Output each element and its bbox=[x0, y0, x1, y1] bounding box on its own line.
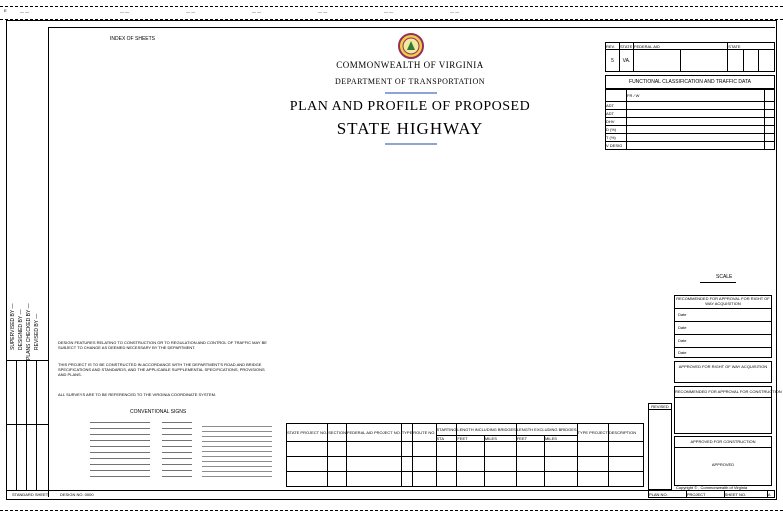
approval-date-1: Date bbox=[675, 322, 771, 335]
corner-mark: E bbox=[4, 8, 7, 13]
top-strip-label: — — bbox=[20, 9, 30, 14]
main-left-border bbox=[48, 27, 49, 497]
functional-classification-title: FUNCTIONAL CLASSIFICATION AND TRAFFIC DATA bbox=[605, 75, 775, 89]
left-label-1: SUPERVISED BY — bbox=[10, 303, 16, 350]
plan-title: PLAN AND PROFILE OF PROPOSED bbox=[289, 99, 531, 114]
project-rev-value: 5 bbox=[606, 50, 620, 72]
bottom-dashed-line bbox=[0, 510, 783, 511]
fc-row-2: DHV bbox=[606, 118, 627, 126]
title-rule-2 bbox=[385, 143, 437, 145]
col-length-excl: LENGTH EXCLUDING BRIDGES bbox=[516, 424, 577, 436]
sheet-letter-cell: A bbox=[767, 491, 774, 498]
surveys-note: ALL SURVEYS ARE TO BE REFERENCED TO THE VIRGINIA COORDINATE SYSTEM. bbox=[58, 392, 217, 397]
project-header-state: STATE bbox=[620, 43, 633, 49]
approved-label: APPROVED bbox=[711, 462, 735, 467]
project-header-federal-aid: FEDERAL AID bbox=[634, 43, 728, 50]
design-no: DESIGN NO. 0000 bbox=[60, 492, 94, 497]
left-label-2: DESIGNED BY — bbox=[18, 309, 24, 350]
col-length-incl: LENGTH INCLUDING BRIDGES bbox=[457, 424, 516, 436]
sub-feet-1: FEET bbox=[457, 436, 485, 442]
conventional-signs-title: CONVENTIONAL SIGNS bbox=[130, 409, 187, 415]
project-state-value: VA. bbox=[620, 50, 634, 72]
recommended-construction-block bbox=[674, 386, 782, 434]
left-revision-grid bbox=[6, 360, 48, 490]
conventional-signs-legend bbox=[62, 420, 284, 484]
recommended-construction-title: RECOMMENDED FOR APPROVAL FOR CONSTRUCTION bbox=[675, 387, 771, 398]
approval-date-3: Date bbox=[678, 350, 687, 355]
plan-no-cell: PLAN NO. bbox=[649, 491, 687, 498]
top-strip-label: — — bbox=[318, 9, 328, 14]
sheet-no-cell: SHEET NO. bbox=[724, 491, 767, 498]
design-features-note: DESIGN FEATURES RELATING TO CONSTRUCTION OR TO REGULATION AND CONTROL OF TRAFFIC MAY BE SUBJECT TO CHANGE AS DEEMED NECESSARY BY THE DEPARTMENT. bbox=[58, 340, 267, 350]
col-route: ROUTE NO. bbox=[413, 424, 436, 442]
top-dashed-line bbox=[0, 6, 783, 7]
department-title: DEPARTMENT OF TRANSPORTATION bbox=[334, 77, 486, 86]
copyright: Copyright © , Commonwealth of Virginia bbox=[676, 485, 748, 490]
project-cell: PROJECT bbox=[686, 491, 724, 498]
left-label-3: PLANS CHECKED BY — bbox=[26, 303, 32, 360]
col-description: DESCRIPTION bbox=[608, 424, 643, 442]
col-federal-aid: FEDERAL AID PROJECT NO. bbox=[347, 424, 402, 442]
commonwealth-title: COMMONWEALTH OF VIRGINIA bbox=[336, 60, 484, 70]
bottom-right-cells bbox=[648, 490, 775, 498]
scale-bar bbox=[700, 282, 736, 283]
col-type: TYPE bbox=[401, 424, 412, 442]
left-label-4: REVISED BY — bbox=[34, 313, 40, 350]
col-section: SECTION bbox=[328, 424, 347, 442]
revised-label: REVISED bbox=[649, 404, 671, 410]
fc-row-1: ADT bbox=[606, 110, 627, 118]
sub-feet-2: FEET bbox=[516, 436, 544, 442]
scale-label: SCALE bbox=[716, 274, 733, 280]
standard-sheet-id: STANDARD SHEET bbox=[12, 492, 49, 497]
top-strip-label: — — bbox=[252, 9, 262, 14]
col-starting: STARTING bbox=[436, 424, 457, 436]
project-summary-table bbox=[286, 423, 644, 487]
approved-construction-title: APPROVED FOR CONSTRUCTION bbox=[675, 437, 771, 448]
col-type-project: TYPE PROJECT bbox=[577, 424, 608, 442]
approved-construction-block bbox=[674, 436, 772, 486]
top-strip-label: — — bbox=[384, 9, 394, 14]
sub-miles-1: MILES bbox=[484, 436, 516, 442]
fc-row-4: T (%) bbox=[606, 134, 627, 142]
top-strip-label: — — bbox=[450, 9, 460, 14]
approval-date-0: Date bbox=[675, 309, 771, 322]
col-state-project: STATE PROJECT NO. bbox=[287, 424, 328, 442]
project-block bbox=[605, 42, 775, 71]
fc-row-3: D (%) bbox=[606, 126, 627, 134]
fc-row-0: ADT bbox=[606, 102, 627, 110]
approved-row-title: APPROVED FOR RIGHT OF WAY ACQUISITION bbox=[674, 361, 772, 383]
recommended-row-title: RECOMMENDED FOR APPROVAL FOR RIGHT OF WAY ACQUISITION bbox=[675, 296, 771, 309]
highway-title: STATE HIGHWAY bbox=[336, 119, 484, 138]
project-header-rev: REV. bbox=[606, 43, 620, 50]
revised-box bbox=[648, 403, 672, 490]
approval-row-block bbox=[674, 295, 772, 358]
sub-sta: STA bbox=[436, 436, 457, 442]
project-note: THIS PROJECT IS TO BE CONSTRUCTED IN ACCORDANCE WITH THE DEPARTMENT'S ROAD AND BRIDGE SPECIFICATIONS AND STANDARDS, AND THE APPLICABLE SUPPLEMENTAL SPECIFICATIONS, PROVISIONS AND PLANS. bbox=[58, 362, 265, 377]
sub-miles-2: MILES bbox=[544, 436, 577, 442]
project-header-state-2: STATE bbox=[728, 43, 775, 50]
approval-date-2: Date bbox=[675, 335, 771, 348]
top-strip-label: — — bbox=[186, 9, 196, 14]
virginia-seal-icon bbox=[398, 33, 424, 59]
top-strip-label: — — bbox=[120, 9, 130, 14]
main-top-border bbox=[48, 27, 775, 28]
title-rule-1 bbox=[385, 92, 437, 94]
fc-row-5: V DESIG bbox=[606, 142, 627, 150]
fc-col-header: FR / W bbox=[627, 90, 765, 102]
index-of-sheets: INDEX OF SHEETS bbox=[110, 36, 156, 42]
functional-classification-block bbox=[605, 75, 775, 150]
